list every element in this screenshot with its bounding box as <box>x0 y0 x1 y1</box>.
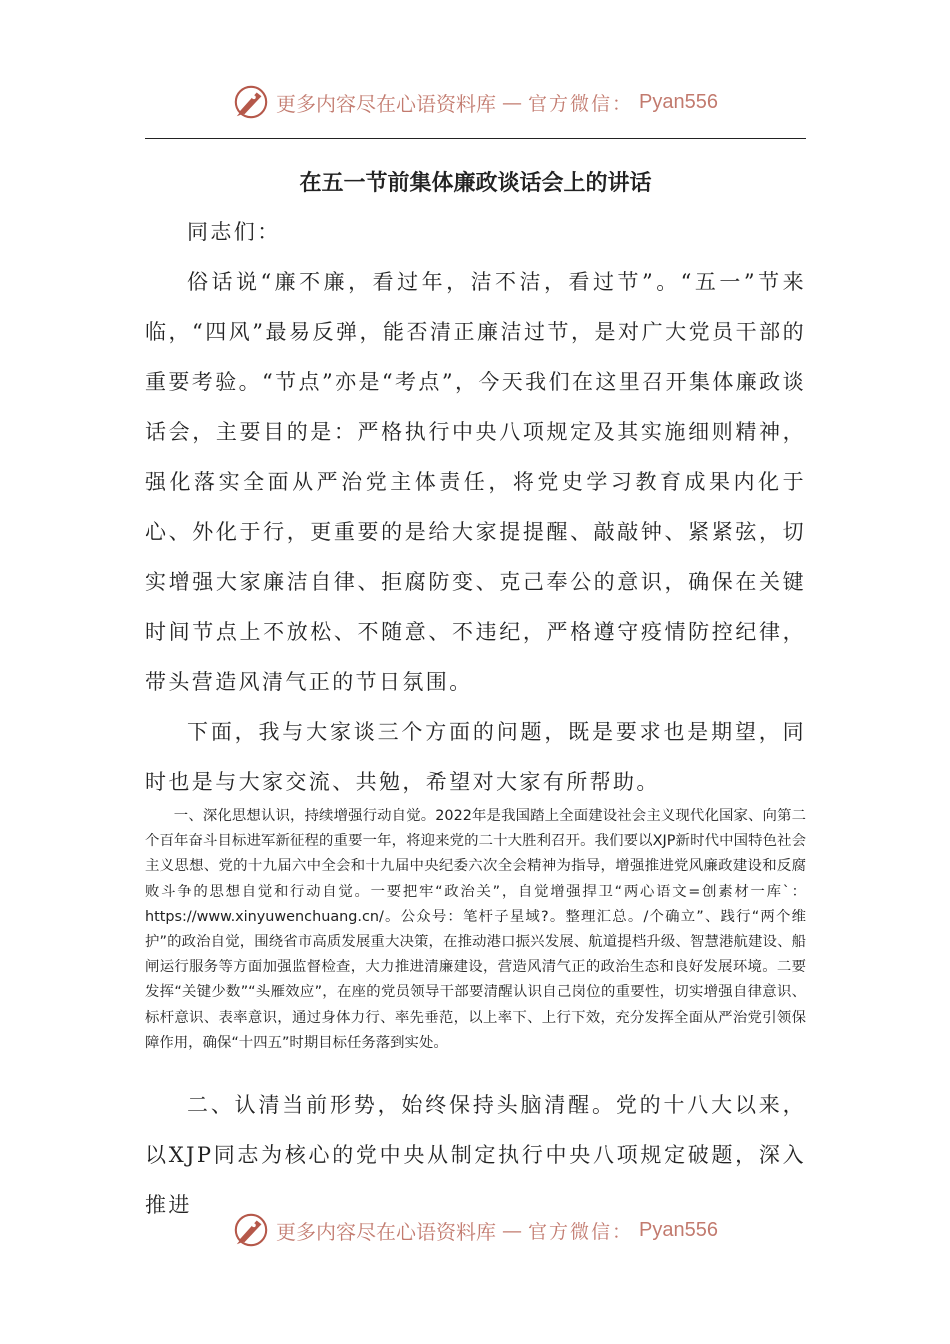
banner-separator: — <box>502 90 522 114</box>
banner-wechat-id: Pyan556 <box>639 1218 718 1241</box>
document-title: 在五一节前集体廉政谈话会上的讲话 <box>299 171 652 196</box>
banner-main-text: 更多内容尽在心语资料库 <box>276 1219 496 1244</box>
header-divider <box>145 138 806 139</box>
paragraph-intro: 下面，我与大家谈三个方面的问题，既是要求也是期望，同时也是与大家交流、共勉，希望对大家有所帮助。 <box>145 720 806 794</box>
banner-separator: — <box>502 1218 522 1242</box>
footer-banner <box>0 1208 950 1252</box>
paragraph-opening: 俗话说“廉不廉，看过年，洁不洁，看过节”。“五一”节来临，“四风”最易反弹，能否清正廉洁过节，是对广大党员干部的重要考验。“节点”亦是“考点”，今天我们在这里召开集体廉政谈话会，主要目的是：严格执行中央八项规定及其实施细则精神，强化落实全面从严治党主体责任，将党史学习教育成果内化于心、外化于行，更重要的是给大家提提醒、敲敲钟、紧紧弦，切实增强大家廉洁自律、拒腐防变、克己奉公的意识，确保在关键时间节点上不放松、不随意、不违纪，严格遵守疫情防控纪律，带头营造风清气正的节日氛围。 <box>145 270 806 694</box>
banner-wechat-label: 官方微信： <box>528 92 634 115</box>
pen-nib-logo-icon <box>232 1211 270 1249</box>
pen-nib-logo-icon <box>232 83 270 121</box>
banner-wechat-id: Pyan556 <box>639 90 718 113</box>
paragraph-section-one: 一、深化思想认识，持续增强行动自觉。2022年是我国踏上全面建设社会主义现代化国家、向第二个百年奋斗目标进军新征程的重要一年，将迎来党的二十大胜利召开。我们要以XJP新时代中国特色社会主义思想、党的十九届六中全会和十九届中央纪委六次全会精神为指导，增强推进党风廉政建设和反腐败斗争的思想自觉和行动自觉。一要把牢“政治关”，自觉增强捍卫“两心语文=创素材一库`：https://www.xinyuwenchuang.cn/。公众号：笔杆子星域?。整理汇总。/个确立”、践行“两个维护”的政治自觉，围绕省市高质发展重大决策，在推动港口振兴发展、航道提档升级、智慧港航建设、船闸运行服务等方面加强监督检查，大力推进清廉建设，营造风清气正的政治生态和良好发展环境。二要发挥“关键少数”“头雁效应”，在座的党员领导干部要清醒认识自己岗位的重要性，切实增强自律意识、标杆意识、表率意识，通过身体力行、率先垂范，以上率下、上行下效，充分发挥全面从严治党引领保障作用，确保“十四五”时期目标任务落到实处。 <box>145 808 806 1051</box>
header-banner <box>0 80 950 124</box>
paragraph-section-two: 二、认清当前形势，始终保持头脑清醒。党的十八大以来，以XJP同志为核心的党中央从制定执行中央八项规定破题，深入推进 <box>145 1093 806 1217</box>
salutation: 同志们： <box>187 220 281 244</box>
banner-wechat-label: 官方微信： <box>528 1220 634 1243</box>
banner-main-text: 更多内容尽在心语资料库 <box>276 91 496 116</box>
